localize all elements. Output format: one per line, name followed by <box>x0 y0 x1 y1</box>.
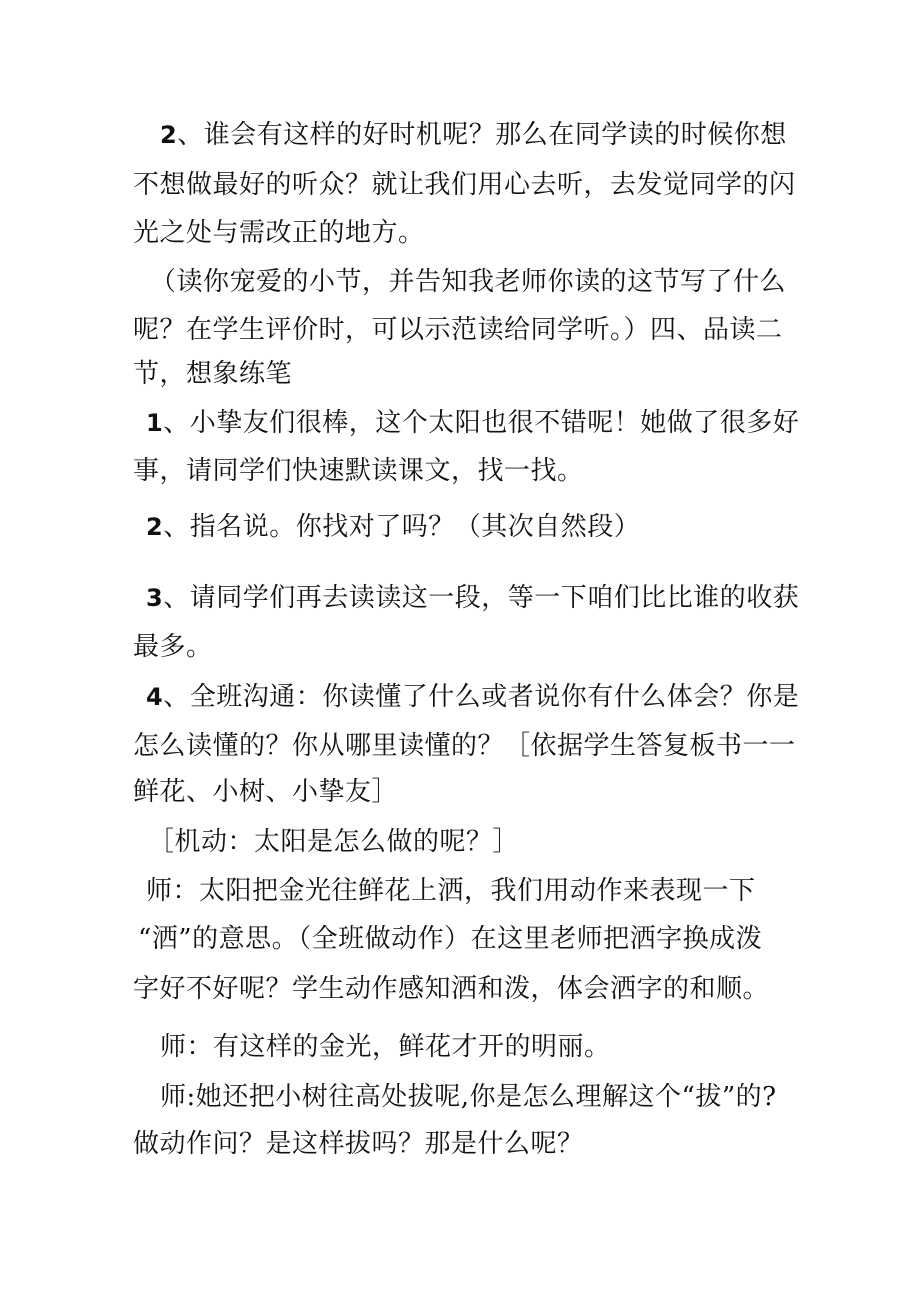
paragraph-line <box>133 357 823 391</box>
paragraph-line <box>133 454 823 488</box>
list-number: 3 <box>146 584 164 612</box>
line-text: 、请同学们再去读读这一段，等一下咱们比比谁的收获 <box>163 583 800 613</box>
line-text: 、全班沟通：你读懂了什么或者说你有什么体会？你是 <box>163 682 800 712</box>
line-text: 节，想象练笔 <box>133 359 293 389</box>
paragraph-line <box>146 581 836 615</box>
paragraph-line <box>160 118 850 152</box>
paragraph-line <box>133 1127 823 1161</box>
line-text: 字好不好呢？学生动作感知洒和泼，体会洒字的和顺。 <box>133 974 770 1004</box>
list-number: 1 <box>146 409 164 437</box>
paragraph-line <box>146 874 836 908</box>
line-text: 最多。 <box>133 632 213 662</box>
line-text: 鲜花、小树、小挚友］ <box>133 777 399 807</box>
paragraph-line <box>133 216 823 250</box>
paragraph-line <box>133 630 823 664</box>
line-text: 不想做最好的听众？就让我们用心去听，去发觉同学的闪 <box>133 170 796 200</box>
paragraph-line <box>146 406 836 440</box>
line-text: 怎么读懂的？你从哪里读懂的？［依据学生答复板书一一 <box>133 731 796 761</box>
line-text: 、小挚友们很棒，这个太阳也很不错呢！她做了很多好 <box>163 408 800 438</box>
paragraph-line <box>160 1030 850 1064</box>
list-number: 2 <box>160 121 178 149</box>
line-text: 、谁会有这样的好时机呢？那么在同学读的时候你想 <box>177 120 787 150</box>
paragraph-line <box>133 729 823 763</box>
line-text: 事，请同学们快速默读课文，找一找。 <box>133 456 584 486</box>
paragraph-line <box>148 825 838 859</box>
line-text: ［机动：太阳是怎么做的呢？］ <box>148 827 520 857</box>
list-number: 2 <box>146 513 164 541</box>
line-text: 师：有这样的金光，鲜花才开的明丽。 <box>160 1032 611 1062</box>
line-text: 呢？在学生评价时，可以示范读给同学听。）四、品读二 <box>133 315 783 345</box>
line-text: 光之处与需改正的地方。 <box>133 218 425 248</box>
line-text: 师：太阳把金光往鲜花上洒，我们用动作来表现一下 <box>146 876 756 906</box>
line-text: 做动作问？是这样拔吗？那是什么呢？ <box>133 1129 584 1159</box>
paragraph-line <box>160 1080 850 1114</box>
line-text: （读你宠爱的小节，并告知我老师你读的这节写了什么 <box>150 267 787 297</box>
paragraph-line <box>138 922 828 956</box>
line-text: 、指名说。你找对了吗？（其次自然段） <box>163 512 641 542</box>
line-text: 师:她还把小树往高处拔呢,你是怎么理解这个“拔”的? <box>160 1082 777 1112</box>
line-text: “洒”的意思。（全班做动作）在这里老师把洒字换成泼 <box>138 924 763 954</box>
paragraph-line <box>133 775 823 809</box>
paragraph-line <box>146 510 836 544</box>
paragraph-line <box>150 265 840 299</box>
paragraph-line <box>133 313 823 347</box>
paragraph-line <box>146 680 836 714</box>
list-number: 4 <box>146 683 164 711</box>
paragraph-line <box>133 972 823 1006</box>
paragraph-line <box>133 168 823 202</box>
